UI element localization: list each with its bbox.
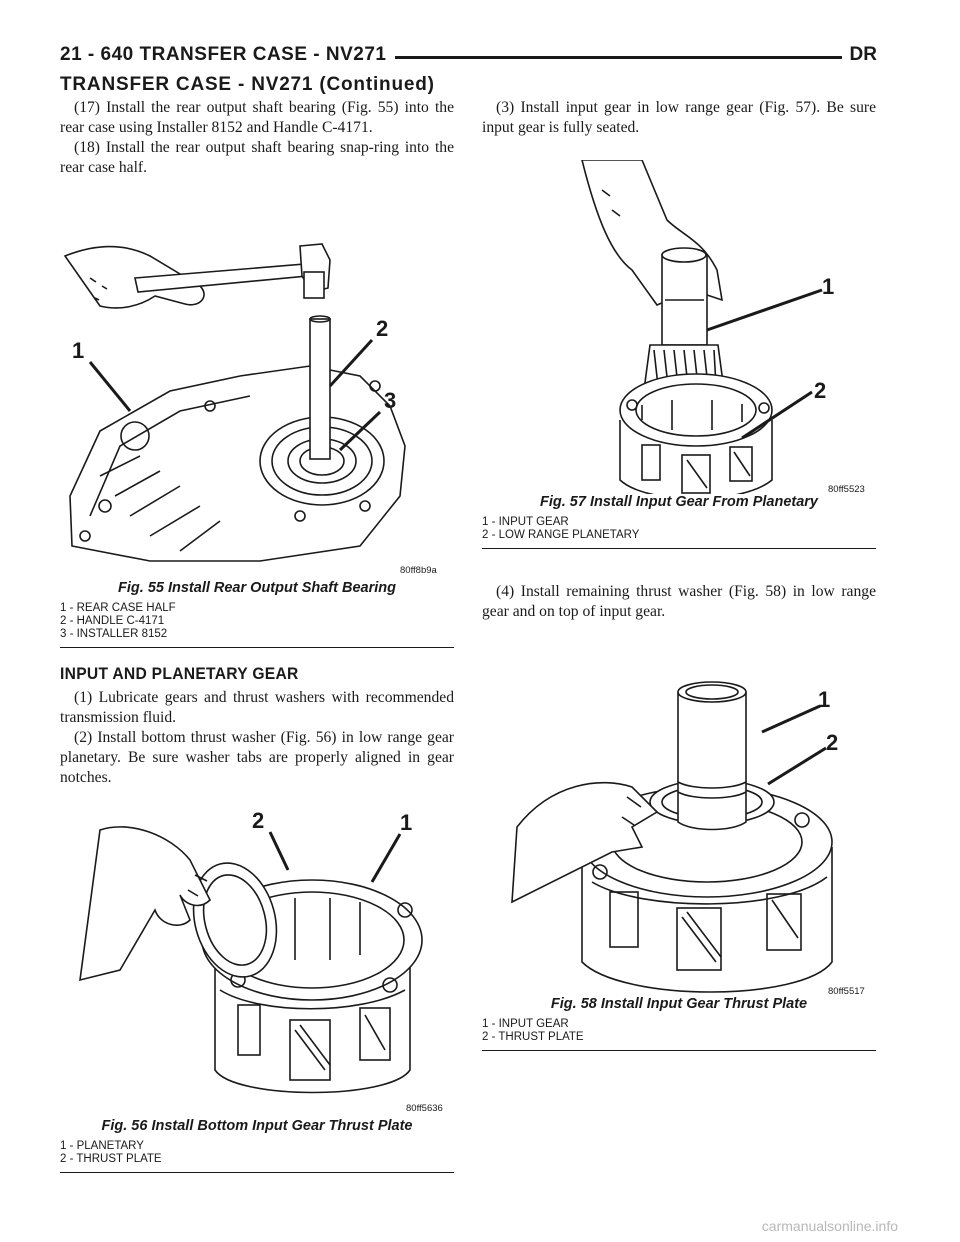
fig55-callout-2: 2 <box>376 316 389 341</box>
header-code: DR <box>842 44 877 66</box>
fig57-title: Fig. 57 Install Input Gear From Planetary <box>540 494 818 510</box>
fig57-callout-1: 1 <box>822 274 835 299</box>
fig57-legend-item: 2 - LOW RANGE PLANETARY <box>482 529 640 541</box>
fig56-legend-item: 1 - PLANETARY <box>60 1140 144 1152</box>
fig55-legend-item: 2 - HANDLE C-4171 <box>60 615 165 627</box>
step-18: (18) Install the rear output shaft bearing snap-ring into the rear case half. <box>60 139 454 176</box>
fig56-callout-2: 2 <box>252 808 265 833</box>
fig56-rule <box>60 1172 454 1173</box>
fig57-legend-item: 1 - INPUT GEAR <box>482 516 569 528</box>
fig55-callout-1: 1 <box>72 338 85 363</box>
figure-55 <box>60 216 454 648</box>
right-text-middle <box>482 582 876 622</box>
watermark-footer: carmanualsonline.info <box>761 1218 898 1234</box>
figure-58 <box>482 672 876 1051</box>
fig57-legend <box>482 516 876 542</box>
continued-heading: TRANSFER CASE - NV271 (Continued) <box>60 74 435 95</box>
fig58-callout-2: 2 <box>826 730 839 755</box>
step-2: (2) Install bottom thrust washer (Fig. 56) in low range gear planetary. Be sure washer tabs are properly aligned in gear notches. <box>60 729 454 786</box>
fig58-rule <box>482 1050 876 1051</box>
step-4: (4) Install remaining thrust washer (Fig. 58) in low range gear and on top of input gear. <box>482 583 876 620</box>
figure-57 <box>482 160 876 549</box>
fig58-code: 80ff5517 <box>828 986 865 996</box>
step-3: (3) Install input gear in low range gear (Fig. 57). Be sure input gear is fully seated. <box>482 99 876 136</box>
fig57-rule <box>482 548 876 549</box>
fig56-code: 80ff5636 <box>406 1103 443 1114</box>
fig58-title: Fig. 58 Install Input Gear Thrust Plate <box>550 996 808 1012</box>
right-text-top <box>482 98 876 138</box>
fig57-callout-2: 2 <box>814 378 827 403</box>
fig56-callout-1: 1 <box>400 810 413 835</box>
section-heading: INPUT AND PLANETARY GEAR <box>60 664 299 683</box>
fig56-illustration <box>60 790 454 1118</box>
fig56-title: Fig. 56 Install Bottom Input Gear Thrust Plate <box>101 1118 413 1134</box>
fig58-legend <box>482 1018 876 1044</box>
fig55-legend-item: 3 - INSTALLER 8152 <box>60 628 168 640</box>
fig55-title: Fig. 55 Install Rear Output Shaft Bearing <box>118 580 396 596</box>
fig57-code: 80ff5523 <box>828 484 865 494</box>
figure-56 <box>60 790 454 1173</box>
fig58-legend-item: 1 - INPUT GEAR <box>482 1018 569 1030</box>
fig55-callout-3: 3 <box>384 388 397 413</box>
step-17: (17) Install the rear output shaft bearing (Fig. 55) into the rear case using Installer 8152 and Handle C-4171. <box>60 99 454 136</box>
fig58-illustration <box>482 672 876 996</box>
fig55-illustration <box>60 216 454 580</box>
left-text-bottom <box>60 688 454 788</box>
left-text-top <box>60 98 454 178</box>
fig57-illustration <box>482 160 876 494</box>
fig55-rule <box>60 647 454 648</box>
fig56-legend-item: 2 - THRUST PLATE <box>60 1153 162 1165</box>
header-title: 21 - 640 TRANSFER CASE - NV271 <box>60 44 395 66</box>
fig55-legend-item: 1 - REAR CASE HALF <box>60 602 176 614</box>
fig55-legend <box>60 602 454 641</box>
fig56-legend <box>60 1140 454 1166</box>
page-header <box>60 42 877 76</box>
fig58-legend-item: 2 - THRUST PLATE <box>482 1031 584 1043</box>
fig55-code: 80ff8b9a <box>400 565 437 576</box>
step-1: (1) Lubricate gears and thrust washers with recommended transmission fluid. <box>60 689 454 726</box>
fig58-callout-1: 1 <box>818 687 831 712</box>
